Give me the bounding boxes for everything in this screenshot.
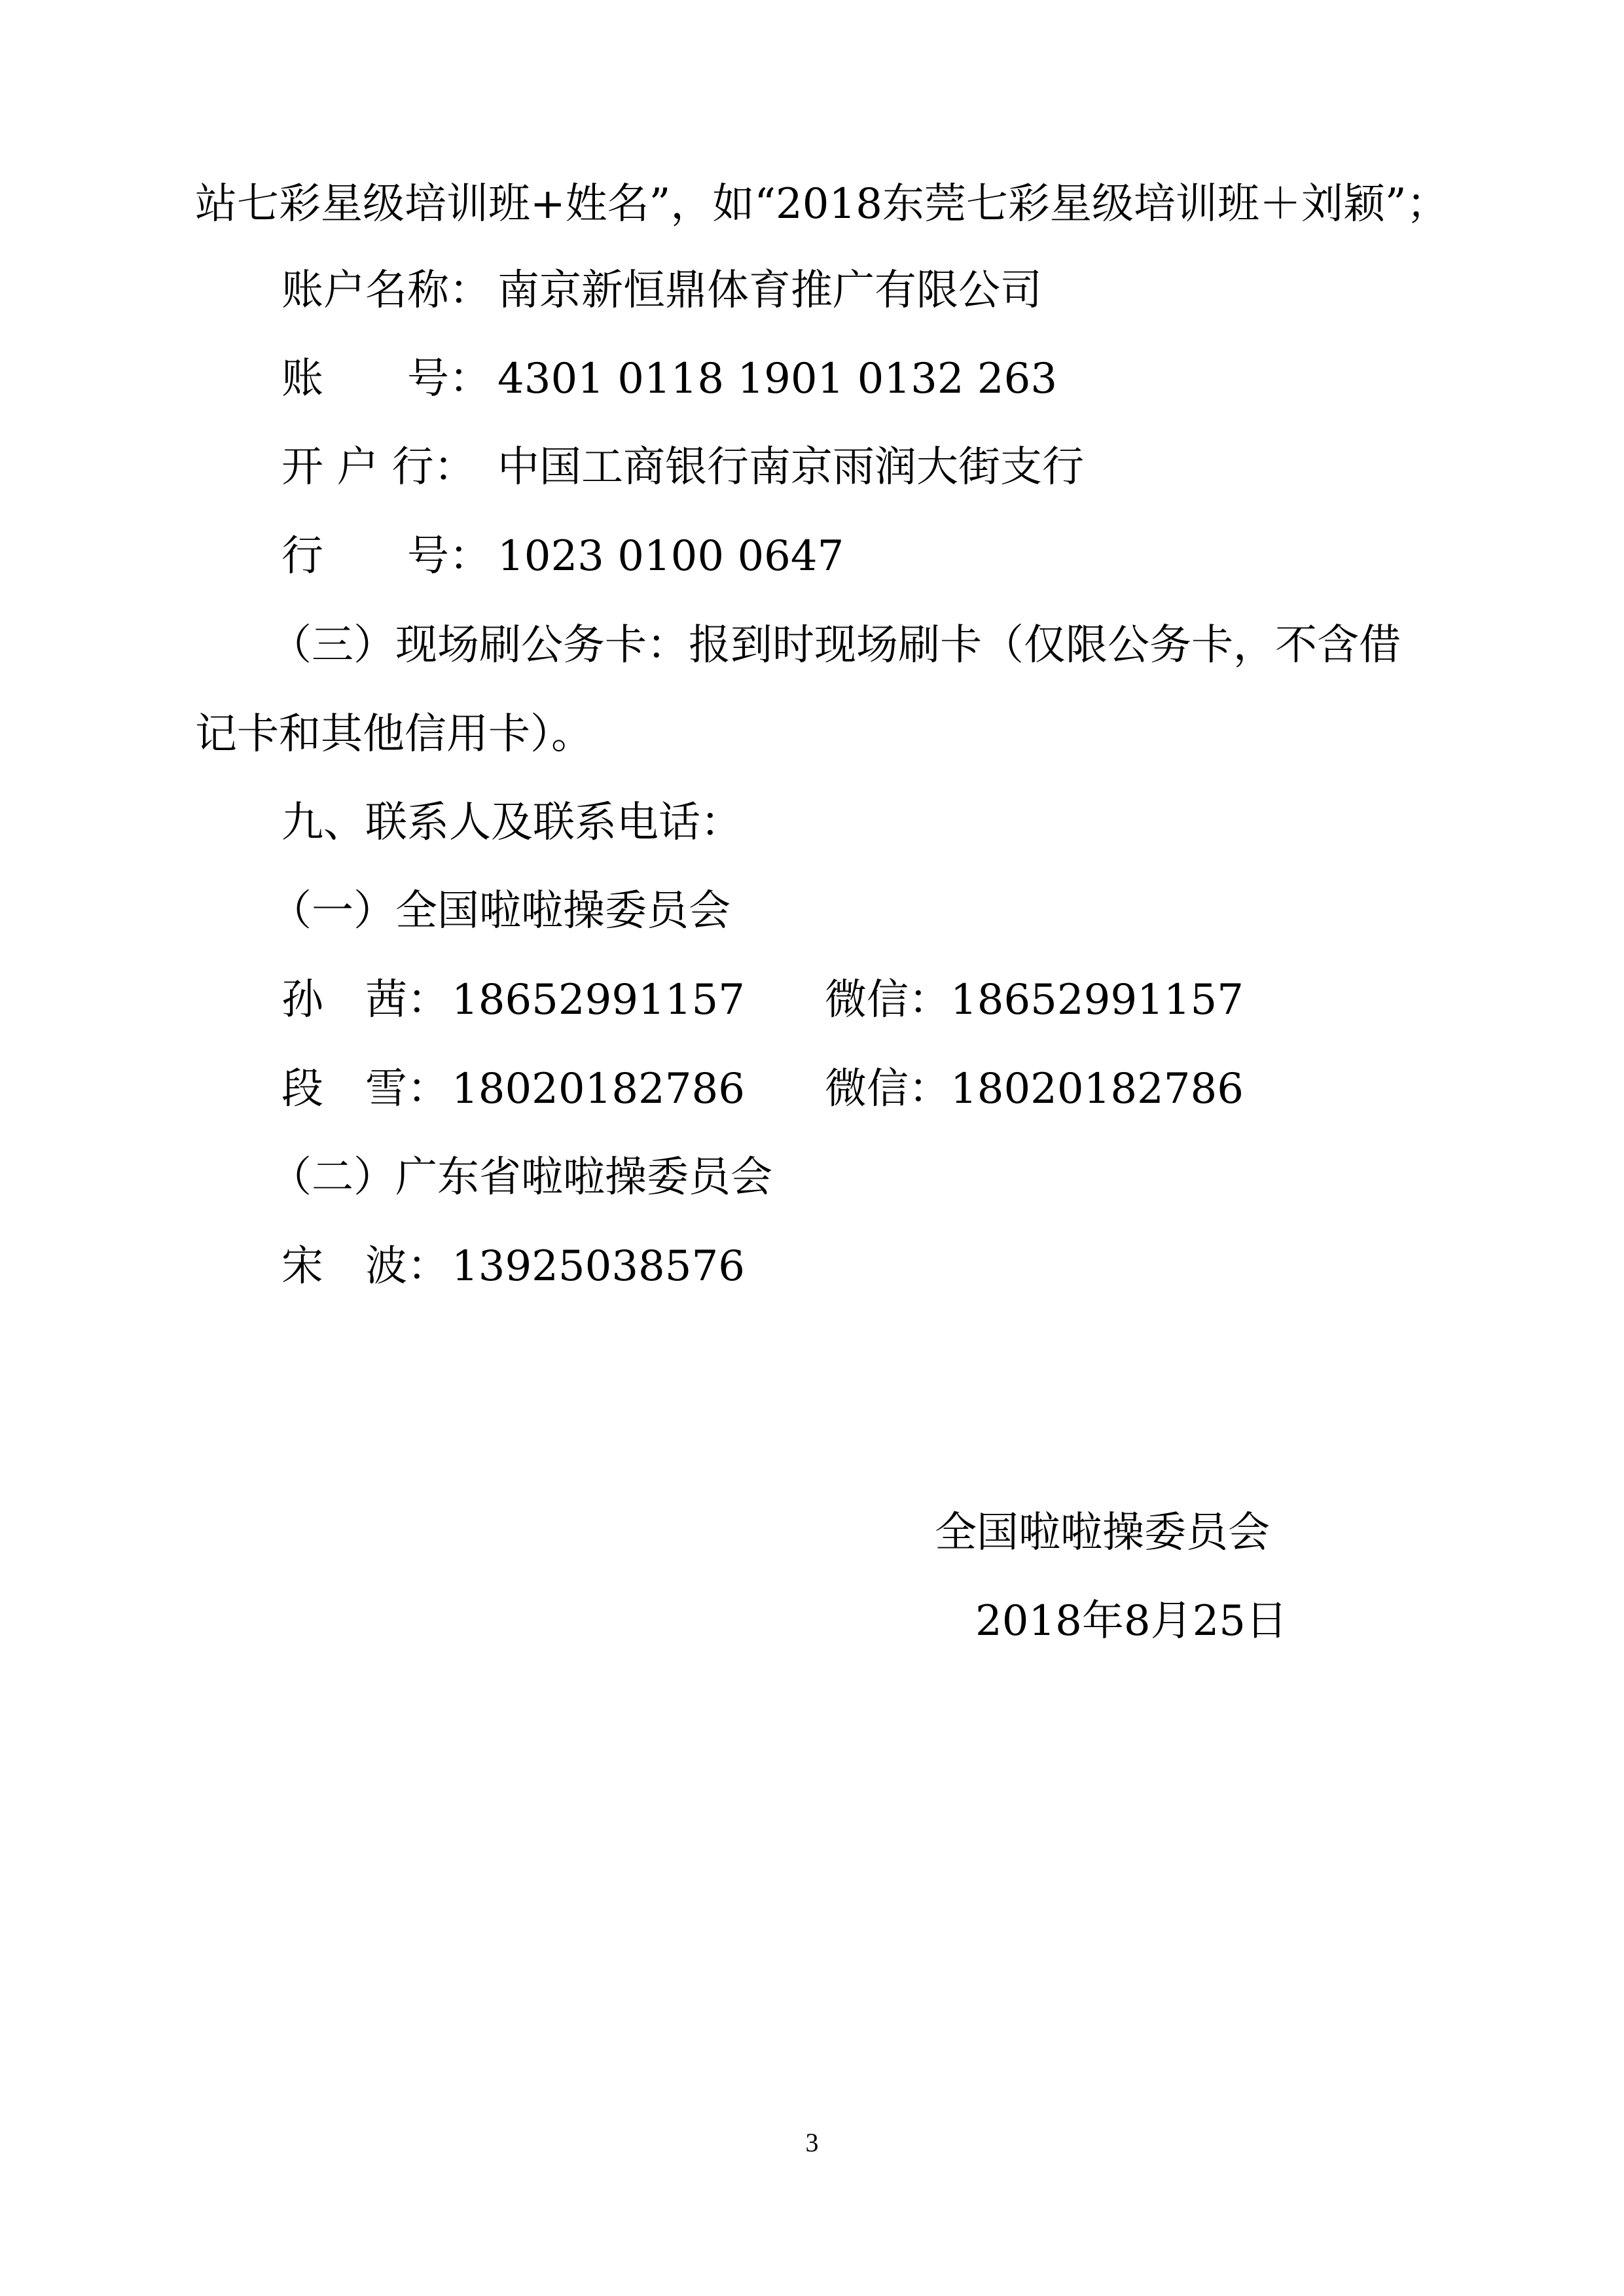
contact-phone: 18020182786 (452, 1065, 745, 1113)
contact-row (281, 1065, 1244, 1113)
signature-date: 2018年8月25日 (975, 1597, 1288, 1645)
contact-phone: 13925038576 (452, 1242, 745, 1291)
guangdong-committee-heading: （二）广东省啦啦操委员会 (270, 1153, 772, 1202)
contact-phone: 18652991157 (452, 976, 745, 1024)
wechat-label: 微信： (825, 1065, 950, 1113)
signature-organization: 全国啦啦操委员会 (935, 1509, 1270, 1557)
bank-code-row (281, 532, 844, 581)
national-committee-heading: （一）全国啦啦操委员会 (270, 887, 731, 935)
account-number-row (281, 355, 1058, 403)
contact-wechat: 18652991157 (950, 976, 1244, 1024)
card-payment-line-1: （三）现场刷公务卡：报到时现场刷卡（仅限公务卡，不含借 (270, 621, 1401, 670)
account-name-row (281, 266, 1042, 315)
account-name-label: 账户名称： (281, 266, 491, 315)
contact-name: 孙 茜： (281, 976, 449, 1024)
bank-value: 中国工商银行南京雨润大街支行 (497, 443, 1084, 492)
contact-wechat: 18020182786 (950, 1065, 1244, 1113)
card-payment-line-2: 记卡和其他信用卡）。 (195, 710, 593, 759)
bank-label: 开 户 行： (281, 443, 476, 492)
bank-code-label: 行 号： (281, 532, 491, 581)
contact-row (281, 1242, 745, 1291)
contact-name: 段 雪： (281, 1065, 449, 1113)
account-number-value: 4301 0118 1901 0132 263 (497, 355, 1058, 403)
section-nine-title: 九、联系人及联系电话： (281, 798, 742, 847)
bank-code-value: 1023 0100 0647 (497, 532, 844, 581)
contact-name: 宋 波： (281, 1242, 449, 1291)
account-name-value: 南京新恒鼎体育推广有限公司 (497, 266, 1042, 315)
contact-row (281, 976, 1244, 1024)
bank-row (281, 443, 1084, 492)
account-number-label: 账 号： (281, 355, 491, 403)
wechat-label: 微信： (825, 976, 950, 1024)
payment-note-continuation: 站七彩星级培训班+姓名”，如“2018东莞七彩星级培训班＋刘颖”； (195, 180, 1449, 228)
page-number: 3 (805, 2128, 819, 2157)
